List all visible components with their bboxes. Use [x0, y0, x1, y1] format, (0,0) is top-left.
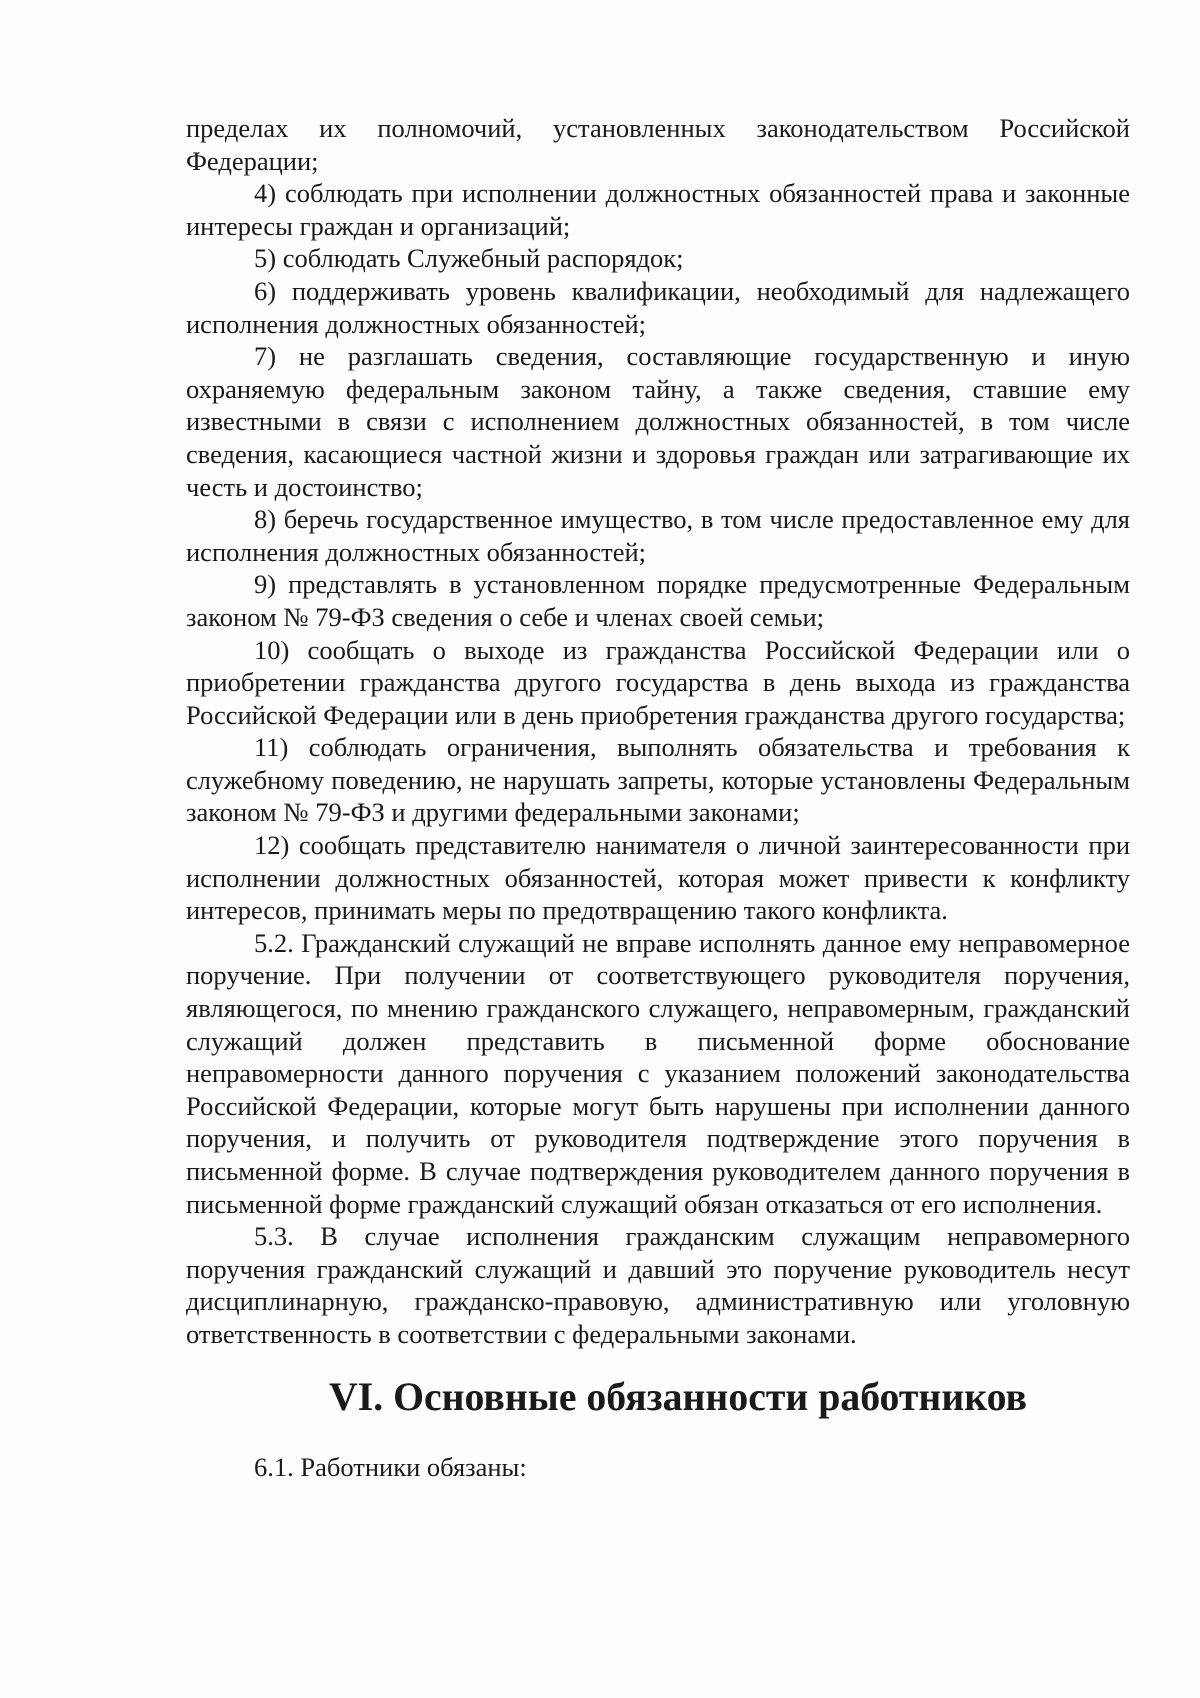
paragraph-continuation: пределах их полномочий, установленных законодательством Российской Федерации; [186, 113, 1130, 176]
list-item-4: 4) соблюдать при исполнении должностных обязанностей права и законные интересы граждан и организаций; [186, 178, 1130, 241]
clause-6-1: 6.1. Работники обязаны: [254, 1452, 527, 1483]
list-item-11: 11) соблюдать ограничения, выполнять обязательства и требования к служебному поведению, не нарушать запреты, которые установлены Федеральным законом № 79-ФЗ и другими федеральными законами; [186, 732, 1130, 828]
list-item-6: 6) поддерживать уровень квалификации, необходимый для надлежащего исполнения должностных обязанностей; [186, 275, 1130, 339]
clause-5-3: 5.3. В случае исполнения гражданским служащим неправомерного поручения гражданский служащий и давший это поручение руководитель несут дисциплинарную, гражданско-правовую, административную или уголовную ответственность в соответствии с федеральными законами. [186, 1221, 1130, 1349]
list-item-8: 8) беречь государственное имущество, в том числе предоставленное ему для исполнения должностных обязанностей; [186, 504, 1130, 567]
list-item-12: 12) сообщать представителю нанимателя о личной заинтересованности при исполнении должностных обязанностей, которая может привести к конфликту интересов, принимать меры по предотвращению такого конфликта. [186, 830, 1130, 926]
document-body [186, 112, 1130, 1484]
list-item-10: 10) сообщать о выходе из гражданства Российской Федерации или о приобретении гражданства другого государства в день выхода из гражданства Российской Федерации или в день приобретения гражданства другого государства; [186, 634, 1130, 730]
section-heading: VI. Основные обязанности работников [329, 1374, 1027, 1419]
list-item-7: 7) не разглашать сведения, составляющие государственную и иную охраняемую федеральным законом тайну, а также сведения, ставшие ему известными в связи с исполнением должностных обязанностей, в том числе сведения, касающиеся частной жизни и здоровья граждан или затрагивающие их честь и достоинство; [186, 341, 1130, 502]
clause-5-2: 5.2. Гражданский служащий не вправе исполнять данное ему неправомерное поручение. При получении от соответствующего руководителя поручения, являющегося, по мнению гражданского служащего, неправомерным, гражданский служащий должен представить в письменной форме обоснование неправомерности данного поручения с указанием положений законодательства Российской Федерации, которые могут быть нарушены при исполнении данного поручения, и получить от руководителя подтверждение этого поручения в письменной форме. В случае подтверждения руководителем данного поручения в письменной форме гражданский служащий обязан отказаться от его исполнения. [186, 927, 1130, 1219]
list-item-5: 5) соблюдать Служебный распорядок; [254, 243, 684, 274]
list-item-9: 9) представлять в установленном порядке предусмотренные Федеральным законом № 79-ФЗ сведения о себе и членах своей семьи; [186, 569, 1130, 632]
